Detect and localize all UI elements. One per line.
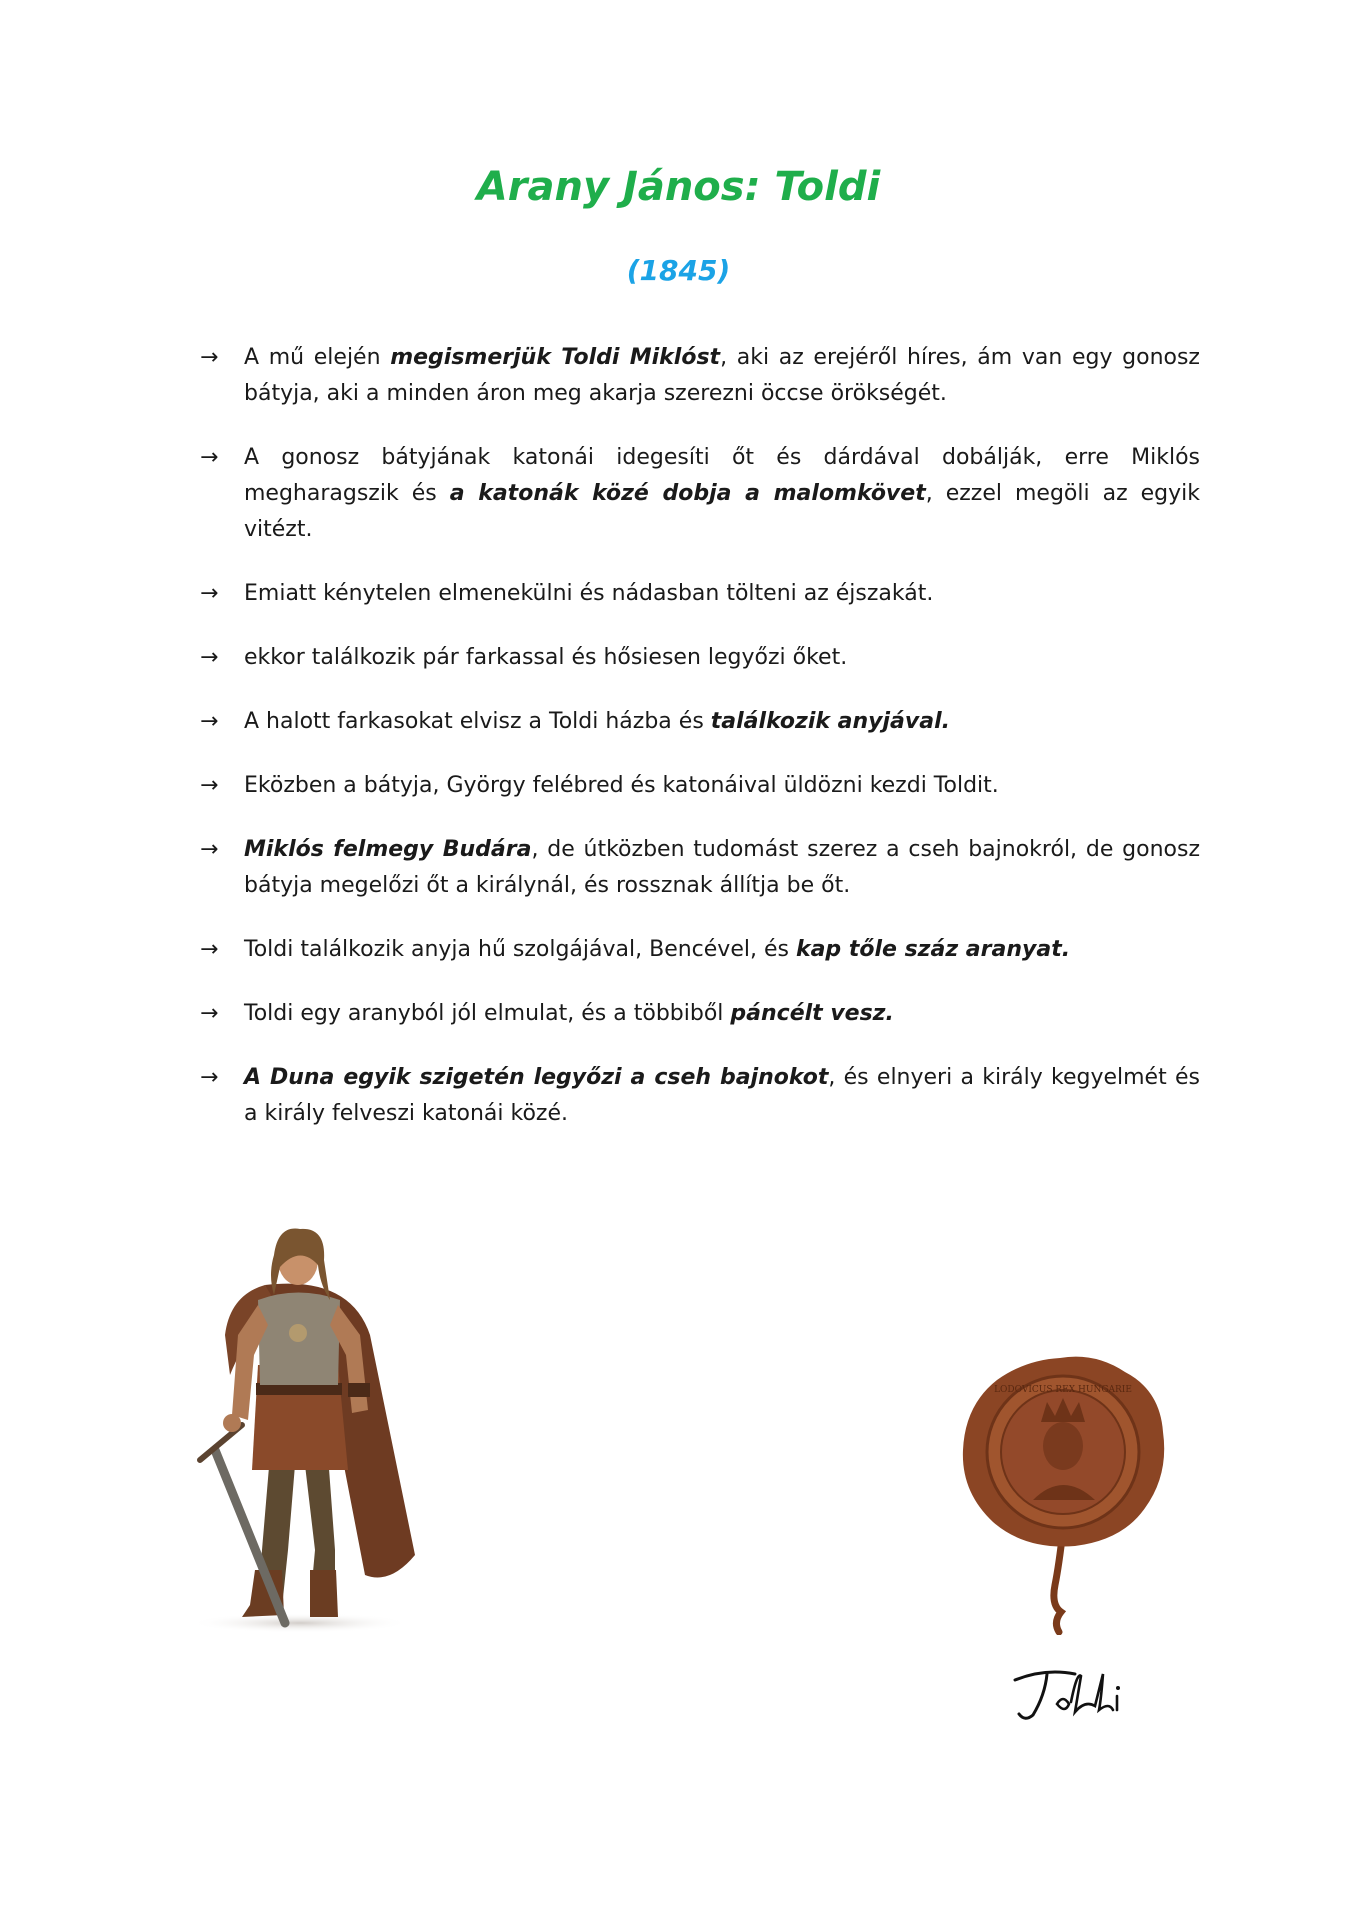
list-item xyxy=(200,704,1200,740)
text-run: Toldi találkozik anyja hű szolgájával, Bencével, és xyxy=(244,937,796,962)
text-run: , aki az erejéről híres, ám van egy gonosz bátyja, aki a minden áron meg akarja szerezni öccse örökségét. xyxy=(244,345,1200,406)
page-subtitle-year: (1845) xyxy=(626,254,731,287)
list-item xyxy=(200,832,1200,904)
list-item-text xyxy=(244,340,1200,412)
page-title: Arany János: Toldi xyxy=(476,164,881,210)
text-run: A mű elején xyxy=(244,345,391,370)
text-run: , de útközben tudomást szerez a cseh bajnokról, de gonosz bátyja megelőzi őt a királynál, és rossznak állítja be őt. xyxy=(244,837,1200,898)
emphasis-text: megismerjük Toldi Miklóst xyxy=(390,345,721,370)
text-run: Toldi egy aranyból jól elmulat, és a többiből xyxy=(244,1001,731,1026)
seal-inscription: LODOVICUS REX HUNGARIE xyxy=(994,1385,1132,1395)
right-arrow-icon: → xyxy=(200,1001,219,1026)
right-arrow-icon: → xyxy=(200,773,219,798)
right-arrow-icon: → xyxy=(200,445,219,470)
list-item-text xyxy=(244,640,1200,676)
list-item xyxy=(200,640,1200,676)
list-item xyxy=(200,996,1200,1032)
emphasis-text: a katonák közé dobja a malomkövet xyxy=(449,481,926,506)
emphasis-text: páncélt vesz. xyxy=(730,1001,894,1026)
list-item-text xyxy=(244,576,1200,612)
right-arrow-icon: → xyxy=(200,345,219,370)
list-item xyxy=(200,440,1200,548)
emphasis-text: A Duna egyik szigetén legyőzi a cseh bajnokot xyxy=(244,1065,829,1090)
list-item-text xyxy=(244,932,1200,968)
list-item-text xyxy=(244,704,1200,740)
right-arrow-icon: → xyxy=(200,645,219,670)
text-run: Eközben a bátyja, György felébred és katonáival üldözni kezdi Toldit. xyxy=(244,773,999,798)
bullet-list xyxy=(200,340,1200,1160)
right-arrow-icon: → xyxy=(200,709,219,734)
text-run: , ezzel megöli az egyik vitézt. xyxy=(244,481,1200,542)
list-item-text xyxy=(244,1060,1200,1132)
right-arrow-icon: → xyxy=(200,937,219,962)
text-run: A gonosz bátyjának katonái idegesíti őt és dárdával dobálják, erre Miklós megharagszik és xyxy=(244,445,1200,506)
text-run: ekkor találkozik pár farkassal és hősiesen legyőzi őket. xyxy=(244,645,848,670)
list-item-text xyxy=(244,440,1200,548)
wax-seal-image xyxy=(955,1350,1170,1635)
text-run: Emiatt kénytelen elmenekülni és nádasban tölteni az éjszakát. xyxy=(244,581,934,606)
right-arrow-icon: → xyxy=(200,1065,219,1090)
list-item xyxy=(200,1060,1200,1132)
list-item xyxy=(200,576,1200,612)
list-item-text xyxy=(244,768,1200,804)
list-item xyxy=(200,340,1200,412)
list-item xyxy=(200,768,1200,804)
text-run: , és elnyeri a király kegyelmét és a király felveszi katonái közé. xyxy=(244,1065,1200,1126)
emphasis-text: kap tőle száz aranyat. xyxy=(795,937,1071,962)
right-arrow-icon: → xyxy=(200,581,219,606)
emphasis-text: Miklós felmegy Budára xyxy=(244,837,532,862)
list-item xyxy=(200,932,1200,968)
emphasis-text: találkozik anyjával. xyxy=(710,709,950,734)
warrior-illustration xyxy=(170,1215,430,1635)
signature xyxy=(1005,1660,1145,1730)
list-item-text xyxy=(244,996,1200,1032)
list-item-text xyxy=(244,832,1200,904)
right-arrow-icon: → xyxy=(200,837,219,862)
text-run: A halott farkasokat elvisz a Toldi házba és xyxy=(244,709,711,734)
